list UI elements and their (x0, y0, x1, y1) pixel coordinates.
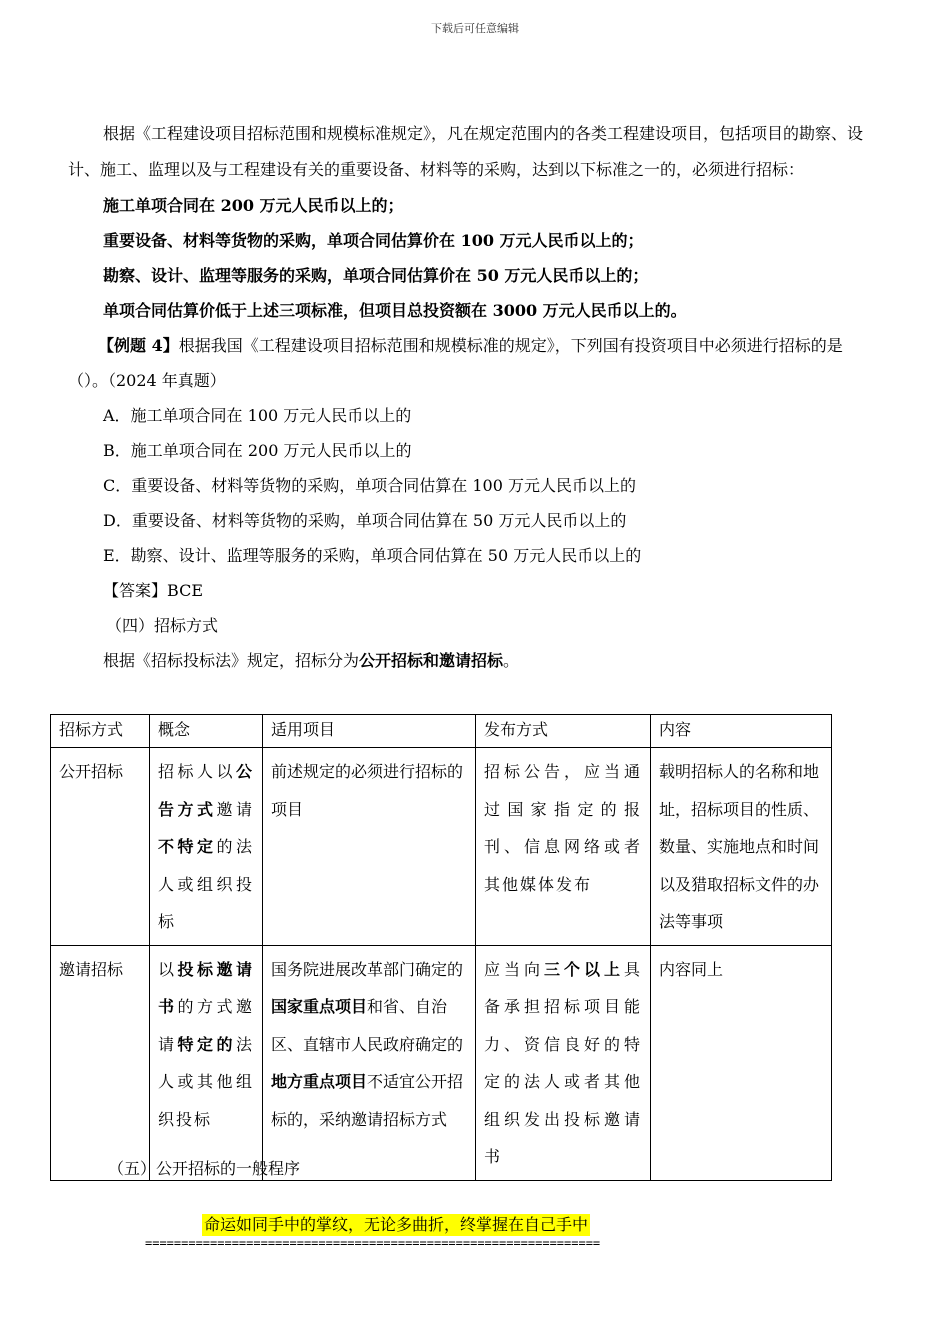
concept-bold: 投标邀请书 (158, 959, 254, 1016)
document-body (68, 116, 880, 678)
concept-text: 的法人或组织投标 (158, 837, 254, 931)
concept-cell (150, 945, 263, 1180)
concept-text: 招标人以 (158, 762, 236, 781)
page-header: 下载后可任意编辑 (431, 22, 519, 35)
concept-bold: 公告方式 (158, 762, 254, 819)
content-cell: 内容同上 (651, 945, 832, 1180)
option-c: C．重要设备、材料等货物的采购，单项合同估算在 100 万元人民币以上的 (103, 476, 636, 495)
example-label: 【例题 4】 (98, 336, 179, 355)
scope-bold: 地方重点项目 (271, 1072, 368, 1091)
example-question (68, 328, 880, 398)
publish-text: 具备承担招标项目能力、资信良好的特定的法人或者其他组织发出投标邀请书 (484, 959, 642, 1166)
option-e: E．勘察、设计、监理等服务的采购，单项合同估算在 50 万元人民币以上的 (103, 546, 642, 565)
footer-quote: 命运如同手中的掌纹，无论多曲折，终掌握在自己手中 (204, 1215, 589, 1234)
answer-value: BCE (167, 581, 203, 600)
scope-bold: 国家重点项目 (271, 997, 368, 1016)
concept-text: 法人或其他组织投标 (158, 1034, 254, 1129)
concept-text: 的方式邀请 (158, 997, 254, 1054)
table-row (51, 748, 832, 946)
method-type-cell: 公开招标 (51, 748, 150, 946)
criterion-2: 重要设备、材料等货物的采购，单项合同估算价在 100 万元人民币以上的； (103, 231, 644, 250)
table-header-cell: 内容 (651, 715, 832, 748)
answer-line (68, 573, 880, 608)
option-b: B．施工单项合同在 200 万元人民币以上的 (103, 441, 412, 460)
publish-cell (476, 945, 651, 1180)
concept-cell (150, 748, 263, 946)
table-header-cell: 概念 (150, 715, 263, 748)
scope-text: 和省、自治区、直辖市人民政府确定的 (271, 997, 464, 1054)
option-a: A．施工单项合同在 100 万元人民币以上的 (103, 406, 412, 425)
criterion-4: 单项合同估算价低于上述三项标准，但项目总投资额在 3000 万元人民币以上的。 (103, 301, 687, 320)
footer-rule: =============================================================== (145, 1236, 601, 1250)
section4-lead (68, 643, 880, 678)
concept-bold: 不特定 (158, 837, 217, 856)
concept-bold: 特定的 (177, 1034, 236, 1054)
publish-text: 应当向 (484, 959, 544, 979)
table-header-cell: 招标方式 (51, 715, 150, 748)
scope-text: 不适宜公开招标的，采纳邀请招标方式 (271, 1072, 464, 1129)
criterion-1: 施工单项合同在 200 万元人民币以上的； (103, 196, 404, 215)
option-d: D．重要设备、材料等货物的采购，单项合同估算在 50 万元人民币以上的 (103, 511, 627, 530)
section5-title: （五）公开招标的一般程序 (108, 1159, 301, 1178)
section4-lead-end: 。 (503, 651, 520, 670)
section4-lead-text: 根据《招标投标法》规定，招标分为 (103, 651, 360, 670)
answer-label: 【答案】 (103, 581, 168, 600)
intro-paragraph: 根据《工程建设项目招标范围和规模标准规定》，凡在规定范围内的各类工程建设项目，包括项目的勘察、设计、施工、监理以及与工程建设有关的重要设备、材料等的采购，达到以下标准之一的，必须进行招标： (68, 124, 864, 179)
criterion-3: 勘察、设计、监理等服务的采购，单项合同估算价在 50 万元人民币以上的； (103, 266, 649, 285)
table-header-cell: 适用项目 (263, 715, 476, 748)
table-row (51, 945, 832, 1180)
concept-text: 以 (158, 959, 178, 979)
scope-cell (263, 945, 476, 1180)
example-question-text: 根据我国《工程建设项目招标范围和规模标准的规定》，下列国有投资项目中必须进行招标的是（）。（2024 年真题） (68, 336, 843, 390)
scope-cell: 前述规定的必须进行招标的项目 (263, 748, 476, 946)
method-type-cell: 邀请招标 (51, 945, 150, 1180)
publish-cell: 招标公告，应当通过国家指定的报刊、信息网络或者其他媒体发布 (476, 748, 651, 946)
bidding-methods-table (50, 714, 832, 1181)
publish-bold: 三个以上 (543, 959, 624, 979)
scope-text: 国务院进展改革部门确定的 (271, 959, 464, 979)
table-header-row (51, 715, 832, 748)
table-header-cell: 发布方式 (476, 715, 651, 748)
section4-title: （四）招标方式 (106, 616, 219, 635)
content-cell: 载明招标人的名称和地址，招标项目的性质、数量、实施地点和时间以及猎取招标文件的办法等事项 (651, 748, 832, 946)
concept-text: 邀请 (216, 799, 254, 819)
section4-lead-bold: 公开招标和邀请招标 (359, 651, 504, 670)
